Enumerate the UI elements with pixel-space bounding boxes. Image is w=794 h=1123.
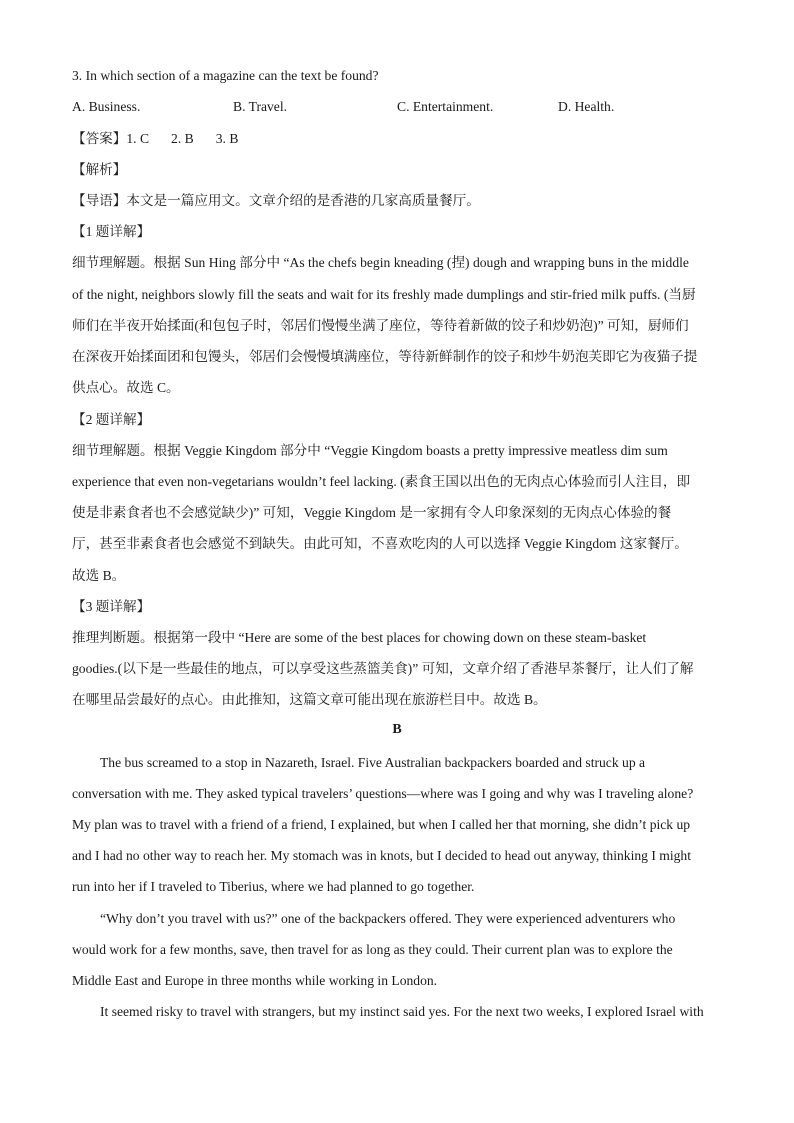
- option-d: D. Health.: [558, 99, 615, 114]
- answer-item-1: 1. C: [126, 131, 150, 146]
- option-b: B. Travel.: [233, 99, 288, 114]
- passage-line: My plan was to travel with a friend of a friend, I explained, but when I called her that morning, she didn’t pick up: [72, 817, 691, 832]
- passage-line: and I had no other way to reach her. My stomach was in knots, but I decided to head out anyway, thinking I might: [72, 848, 691, 863]
- q1-line: 供点心。故选 C。: [72, 380, 180, 395]
- q3-heading: 【3 题详解】: [72, 599, 151, 614]
- q2-line: 使是非素食者也不会感觉缺少)” 可知，Veggie Kingdom 是一家拥有令人印象深刻的无肉点心体验的餐: [72, 505, 672, 520]
- answer-label: 【答案】: [72, 131, 127, 146]
- passage-line: conversation with me. They asked typical travelers’ questions—where was I going and why was I traveling alone?: [72, 786, 694, 801]
- q3-line: 在哪里品尝最好的点心。由此推知，这篇文章可能出现在旅游栏目中。故选 B。: [72, 692, 547, 707]
- q1-line: of the night, neighbors slowly fill the seats and wait for its freshly made dumplings and stir-fried milk puffs. (当厨: [72, 287, 696, 302]
- question-3-stem: 3. In which section of a magazine can the text be found?: [72, 68, 379, 83]
- analysis-label: 【解析】: [72, 162, 127, 177]
- q2-line: 细节理解题。根据 Veggie Kingdom 部分中 “Veggie Kingdom boasts a pretty impressive meatless dim sum: [72, 443, 668, 458]
- q2-line: experience that even non-vegetarians wouldn’t feel lacking. (素食王国以出色的无肉点心体验而引人注目，即: [72, 474, 691, 489]
- q1-heading: 【1 题详解】: [72, 224, 151, 239]
- q3-line: 推理判断题。根据第一段中 “Here are some of the best places for chowing down on these steam-basket: [72, 630, 647, 645]
- q3-line: goodies.(以下是一些最佳的地点，可以享受这些蒸篮美食)” 可知，文章介绍了香港早茶餐厅，让人们了解: [72, 661, 694, 676]
- answer-item-2: 2. B: [171, 131, 194, 146]
- passage-line: The bus screamed to a stop in Nazareth, Israel. Five Australian backpackers boarded and struck up a: [100, 755, 646, 770]
- passage-line: “Why don’t you travel with us?” one of the backpackers offered. They were experienced adventurers who: [100, 911, 676, 926]
- option-c: C. Entertainment.: [397, 99, 494, 114]
- passage-line: It seemed risky to travel with strangers, but my instinct said yes. For the next two weeks, I explored Israel with: [100, 1004, 704, 1019]
- q1-line: 细节理解题。根据 Sun Hing 部分中 “As the chefs begin kneading (捏) dough and wrapping buns in the middle: [72, 255, 689, 270]
- answer-line: [72, 129, 260, 149]
- answer-item-3: 3. B: [215, 131, 239, 146]
- q2-line: 厅，甚至非素食者也会感觉不到缺失。由此可知，不喜欢吃肉的人可以选择 Veggie Kingdom 这家餐厅。: [72, 536, 688, 551]
- passage-line: Middle East and Europe in three months while working in London.: [72, 973, 438, 988]
- q1-line: 师们在半夜开始揉面(和包包子时，邻居们慢慢坐满了座位，等待着新做的饺子和炒奶泡)” 可知，厨师们: [72, 318, 689, 333]
- passage-line: run into her if I traveled to Tiberius, where we had planned to go together.: [72, 879, 475, 894]
- guide-text: 【导语】本文是一篇应用文。文章介绍的是香港的几家高质量餐厅。: [72, 193, 480, 208]
- passage-line: would work for a few months, save, then travel for as long as they could. Their current plan was to explore the: [72, 942, 673, 957]
- q2-heading: 【2 题详解】: [72, 412, 151, 427]
- option-a: A. Business.: [72, 99, 141, 114]
- q1-line: 在深夜开始揉面团和包馒头，邻居们会慢慢填满座位，等待新鲜制作的饺子和炒牛奶泡芙即它为夜猫子提: [72, 349, 698, 364]
- q2-line: 故选 B。: [72, 568, 126, 583]
- section-b-heading: B: [392, 722, 402, 737]
